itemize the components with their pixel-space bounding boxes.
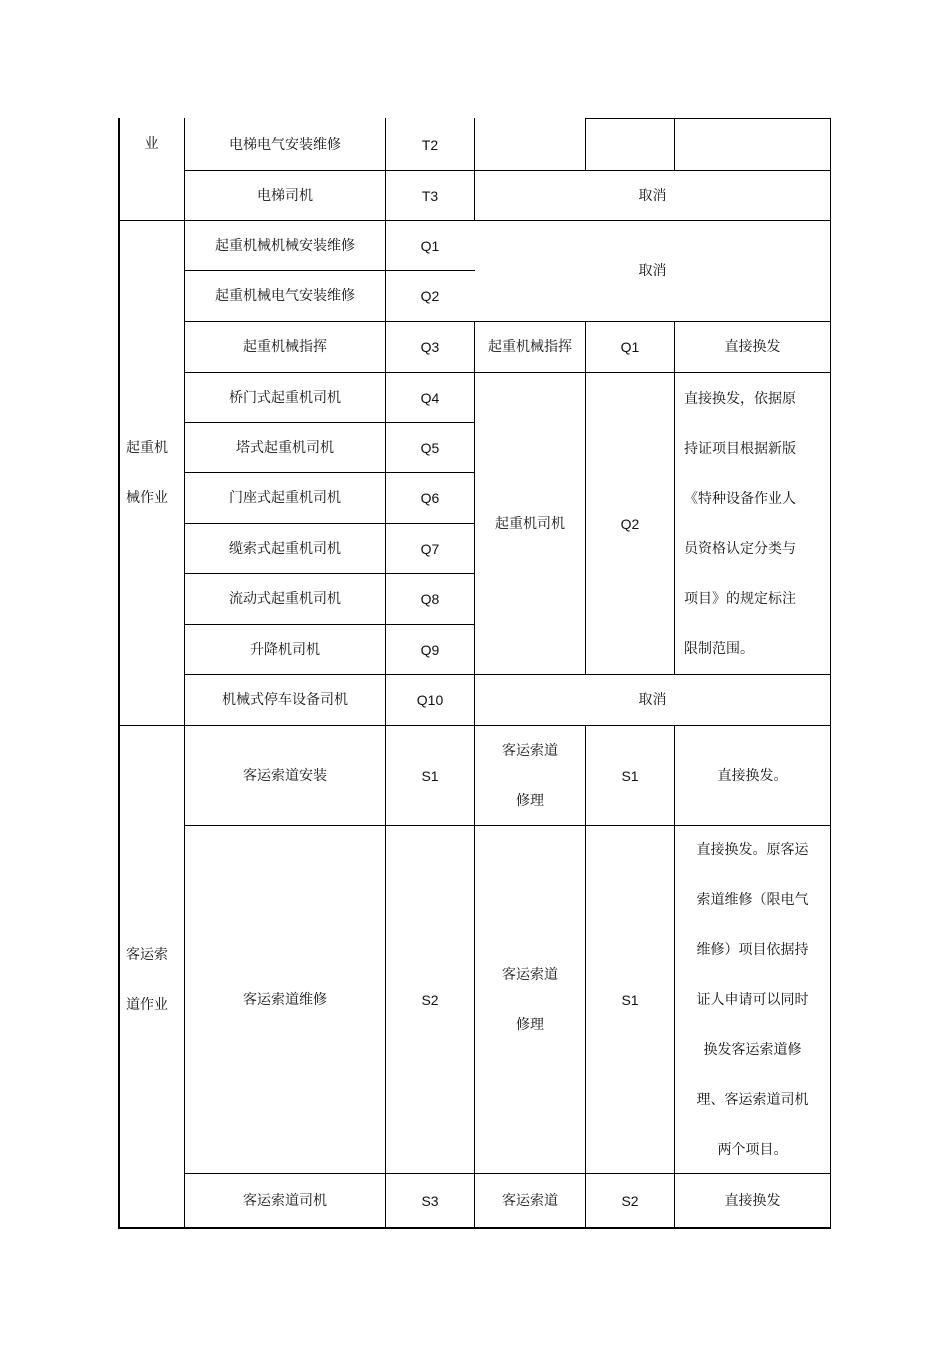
item-s2: 客运索道维修 xyxy=(243,991,327,1008)
note-s2-line7: 两个项目。 xyxy=(717,1141,788,1158)
category-crane-line2: 械作业 xyxy=(126,490,168,506)
new-item-s2-line1: 客运索道 xyxy=(502,966,558,983)
item-q3: 起重机械指挥 xyxy=(243,339,327,355)
note-s3: 直接换发 xyxy=(724,1192,781,1209)
category-ropeway xyxy=(119,930,184,1030)
code-s2: S2 xyxy=(421,991,439,1008)
category-ropeway-line2: 道作业 xyxy=(126,997,168,1013)
item-q7: 缆索式起重机司机 xyxy=(229,540,341,557)
note-crane-driver-line4: 员资格认定分类与 xyxy=(684,540,796,557)
note-s2-line2: 索道维修（限电气 xyxy=(696,891,809,908)
new-item-crane-driver: 起重机司机 xyxy=(495,515,565,532)
new-item-s1-line1: 客运索道 xyxy=(502,742,558,759)
code-q4: Q4 xyxy=(420,389,440,406)
note-s2-line5: 换发客运索道修 xyxy=(703,1041,802,1058)
new-item-s3: 客运索道 xyxy=(502,1192,558,1209)
note-s2-line3: 维修）项目依据持 xyxy=(696,941,809,958)
code-s3: S3 xyxy=(421,1192,439,1209)
note-crane-driver-line5: 项目》的规定标注 xyxy=(684,590,796,607)
item-q1: 起重机械机械安装维修 xyxy=(215,237,355,254)
item-s1: 客运索道安装 xyxy=(243,767,327,784)
item-q4: 桥门式起重机司机 xyxy=(229,389,341,406)
note-crane-driver-line2: 持证项目根据新版 xyxy=(684,440,796,457)
code-q2: Q2 xyxy=(420,288,440,304)
note-s2-line4: 证人申请可以同时 xyxy=(696,991,809,1008)
code-s1: S1 xyxy=(421,767,439,784)
new-code-s2: S1 xyxy=(621,991,639,1008)
code-q1: Q1 xyxy=(420,237,440,254)
cancel-q10: 取消 xyxy=(638,692,667,708)
cancel-t3: 取消 xyxy=(638,187,667,204)
new-code-q3: Q1 xyxy=(620,339,640,355)
code-q9: Q9 xyxy=(420,641,440,658)
cancel-q1-q2: 取消 xyxy=(638,263,667,279)
item-t3: 电梯司机 xyxy=(257,187,313,204)
category-ropeway-line1: 客运索 xyxy=(126,947,168,963)
note-q3: 直接换发 xyxy=(724,339,781,355)
new-item-s2-line2: 修理 xyxy=(516,1016,544,1033)
new-item-q3: 起重机械指挥 xyxy=(488,339,572,355)
code-t3: T3 xyxy=(421,187,439,204)
note-s2-line1: 直接换发。原客运 xyxy=(696,841,809,858)
table-border-left xyxy=(118,118,120,1229)
grid-hline-top-right xyxy=(585,118,831,119)
item-q8: 流动式起重机司机 xyxy=(229,591,341,607)
note-crane-driver-line1: 直接换发，依据原 xyxy=(684,390,796,407)
code-q6: Q6 xyxy=(420,490,440,506)
item-q6: 门座式起重机司机 xyxy=(229,490,341,506)
note-s2 xyxy=(675,826,830,1173)
note-crane-driver-line3: 《特种设备作业人 xyxy=(684,490,796,507)
new-code-s1: S1 xyxy=(621,767,639,784)
note-crane-driver xyxy=(684,373,830,674)
category-crane xyxy=(119,423,184,523)
code-q7: Q7 xyxy=(420,540,440,557)
new-item-s1 xyxy=(475,726,585,825)
new-item-s2 xyxy=(475,826,585,1173)
new-code-s3: S2 xyxy=(621,1192,639,1209)
code-q3: Q3 xyxy=(420,339,440,355)
item-q10: 机械式停车设备司机 xyxy=(222,692,348,708)
code-t2: T2 xyxy=(421,136,439,153)
new-item-s1-line2: 修理 xyxy=(516,792,544,809)
item-q9: 升降机司机 xyxy=(250,641,320,658)
table-border-bottom xyxy=(118,1227,831,1229)
code-q10: Q10 xyxy=(416,692,444,708)
note-s2-line6: 理、客运索道司机 xyxy=(696,1091,809,1108)
item-s3: 客运索道司机 xyxy=(243,1192,327,1209)
new-code-crane-driver: Q2 xyxy=(620,515,640,532)
note-s1: 直接换发。 xyxy=(717,767,788,784)
code-q5: Q5 xyxy=(420,439,440,456)
note-crane-driver-line6: 限制范围。 xyxy=(684,640,754,657)
grid-vline-5b xyxy=(674,321,675,675)
item-t2: 电梯电气安装维修 xyxy=(229,136,341,153)
category-crane-line1: 起重机 xyxy=(126,440,168,456)
item-q5: 塔式起重机司机 xyxy=(236,439,334,456)
item-q2: 起重机械电气安装维修 xyxy=(215,288,355,304)
grid-vline-4a xyxy=(585,118,586,171)
code-q8: Q8 xyxy=(420,591,440,607)
grid-vline-5a xyxy=(674,118,675,171)
category-elevator-tail: 业 xyxy=(144,136,159,152)
